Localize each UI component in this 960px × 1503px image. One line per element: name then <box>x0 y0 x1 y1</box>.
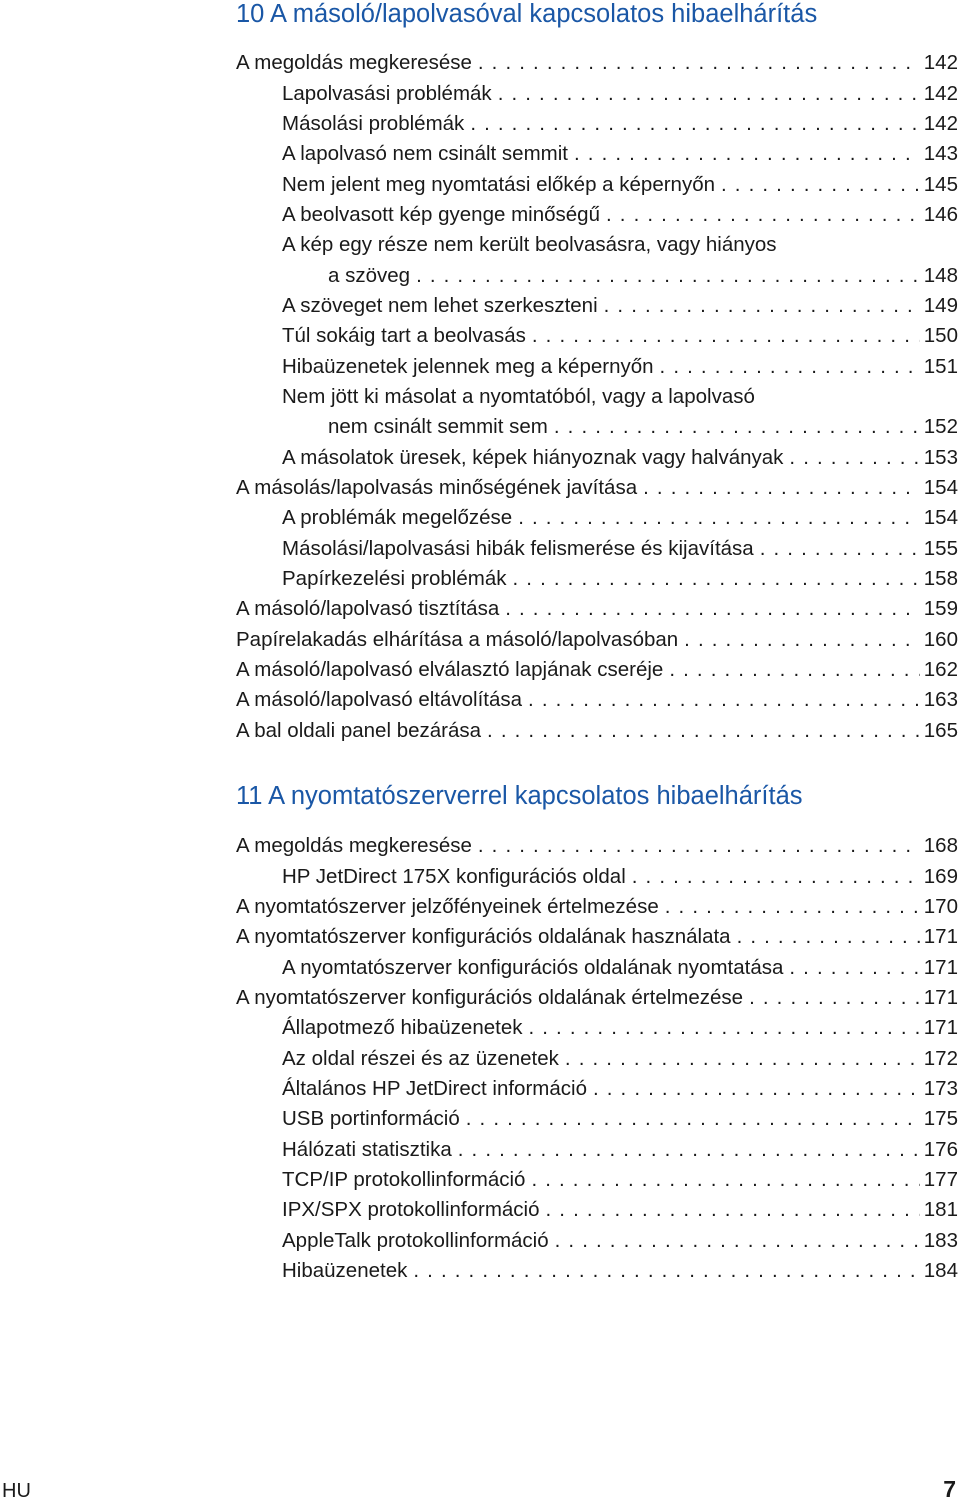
footer-page-number: 7 <box>943 1476 956 1502</box>
toc-entry[interactable] <box>236 922 958 952</box>
toc-entry-label: A másoló/lapolvasó tisztítása <box>236 597 500 621</box>
toc-entry[interactable] <box>236 1195 958 1225</box>
toc-entry-label: A megoldás megkeresése <box>236 834 472 858</box>
toc-entry-continuation[interactable] <box>236 260 958 290</box>
toc-entry-label: A másoló/lapolvasó elválasztó lapjának cseréje <box>236 658 664 682</box>
toc-entry-label: Papírelakadás elhárítása a másoló/lapolvasóban <box>236 627 679 651</box>
toc-page-number: 165 <box>923 718 958 742</box>
toc-page-number: 145 <box>923 172 958 196</box>
dot-leader <box>737 925 920 949</box>
dot-leader <box>721 173 920 197</box>
dot-leader <box>555 1229 920 1253</box>
toc-entry[interactable] <box>236 1134 958 1164</box>
toc-entry[interactable] <box>236 200 958 230</box>
dot-leader <box>470 112 919 136</box>
toc-entry[interactable] <box>236 1104 958 1134</box>
toc-entry-continuation[interactable] <box>236 412 958 442</box>
toc-entry[interactable] <box>236 831 958 861</box>
toc-entry[interactable] <box>236 534 958 564</box>
toc-page-number: 162 <box>923 658 958 682</box>
toc-page-number: 163 <box>923 688 958 712</box>
toc-entry[interactable] <box>236 1074 958 1104</box>
toc-page-number: 168 <box>923 834 958 858</box>
toc-entry-label: nem csinált semmit sem <box>328 415 548 439</box>
toc-entry-label: IPX/SPX protokollinformáció <box>282 1198 540 1222</box>
toc-entry-label: A nyomtatószerver konfigurációs oldalának használata <box>236 925 731 949</box>
toc-entry[interactable] <box>236 1256 958 1286</box>
toc-entry-label: A nyomtatószerver konfigurációs oldalának nyomtatása <box>282 955 784 979</box>
toc-page-number: 142 <box>923 51 958 75</box>
toc-entry-label: a szöveg <box>328 263 411 287</box>
toc-entry[interactable] <box>236 655 958 685</box>
toc-entry-label: Hibaüzenetek jelennek meg a képernyőn <box>282 354 654 378</box>
toc-entry[interactable] <box>236 48 958 78</box>
toc-page-number: 160 <box>923 627 958 651</box>
toc-entry[interactable] <box>236 291 958 321</box>
toc-page-number: 176 <box>923 1137 958 1161</box>
dot-leader <box>416 264 920 288</box>
dot-leader <box>528 1016 919 1040</box>
toc-entry[interactable] <box>236 169 958 199</box>
toc-entry[interactable] <box>236 564 958 594</box>
toc-page-number: 159 <box>923 597 958 621</box>
dot-leader <box>487 719 920 743</box>
dot-leader <box>604 294 920 318</box>
dot-leader <box>684 628 920 652</box>
toc-page-number: 151 <box>923 354 958 378</box>
dot-leader <box>546 1198 920 1222</box>
toc-page-number: 177 <box>923 1167 958 1191</box>
dot-leader <box>593 1077 920 1101</box>
toc-entry[interactable] <box>236 230 958 260</box>
toc-page-number: 149 <box>923 293 958 317</box>
toc-entry-label: Nem jelent meg nyomtatási előkép a képernyőn <box>282 172 716 196</box>
toc-entry[interactable] <box>236 1165 958 1195</box>
toc-entry[interactable] <box>236 473 958 503</box>
toc-entry-label: Általános HP JetDirect információ <box>282 1076 587 1100</box>
dot-leader <box>760 537 920 561</box>
toc-entry-label: HP JetDirect 175X konfigurációs oldal <box>282 864 626 888</box>
toc-entry[interactable] <box>236 321 958 351</box>
dot-leader <box>458 1138 920 1162</box>
toc-entry[interactable] <box>236 1043 958 1073</box>
dot-leader <box>531 1168 919 1192</box>
toc-entry[interactable] <box>236 382 958 412</box>
toc-entry[interactable] <box>236 442 958 472</box>
toc-entry-label: Hibaüzenetek <box>282 1258 408 1282</box>
toc-entry-label: A nyomtatószerver konfigurációs oldalának értelmezése <box>236 985 744 1009</box>
chapter-title: 10 A másoló/lapolvasóval kapcsolatos hibaelhárítás <box>236 0 818 28</box>
toc-entry-label: TCP/IP protokollinformáció <box>282 1167 526 1191</box>
toc-entry[interactable] <box>236 861 958 891</box>
toc-entry-label: Papírkezelési problémák <box>282 567 507 591</box>
chapter-title: 11 A nyomtatószerverrel kapcsolatos hibaelhárítás <box>236 782 803 810</box>
toc-entry[interactable] <box>236 1013 958 1043</box>
toc-entry-label: USB portinformáció <box>282 1107 460 1131</box>
toc-entry-label: A kép egy része nem került beolvasásra, vagy hiányos <box>282 233 777 257</box>
toc-entry-label: Az oldal részei és az üzenetek <box>282 1046 559 1070</box>
toc-page-number: 154 <box>923 475 958 499</box>
toc-page-number: 142 <box>923 111 958 135</box>
toc-entry-label: Másolási problémák <box>282 111 465 135</box>
toc-page-number: 150 <box>923 324 958 348</box>
toc-entry-label: A problémák megelőzése <box>282 506 513 530</box>
toc-entry-label: A nyomtatószerver jelzőfényeinek értelmezése <box>236 894 659 918</box>
toc-page-number: 153 <box>923 445 958 469</box>
toc-page-number: 143 <box>923 142 958 166</box>
toc-entry-label: A bal oldali panel bezárása <box>236 718 482 742</box>
dot-leader <box>574 142 920 166</box>
toc-entry[interactable] <box>236 685 958 715</box>
toc-entry-label: A megoldás megkeresése <box>236 51 472 75</box>
toc-page-number: 171 <box>923 985 958 1009</box>
toc-entry-label: A beolvasott kép gyenge minőségű <box>282 202 600 226</box>
dot-leader <box>789 446 919 470</box>
toc-entry-label: Hálózati statisztika <box>282 1137 452 1161</box>
toc-entry-label: Állapotmező hibaüzenetek <box>282 1016 523 1040</box>
dot-leader <box>565 1047 920 1071</box>
toc-page-number: 169 <box>923 864 958 888</box>
toc-entry-label: Nem jött ki másolat a nyomtatóból, vagy a lapolvasó <box>282 384 755 408</box>
dot-leader <box>528 688 920 712</box>
toc-entry-label: Másolási/lapolvasási hibák felismerése és kijavítása <box>282 536 754 560</box>
toc-page-number: 152 <box>923 415 958 439</box>
dot-leader <box>606 203 920 227</box>
toc-entry-label: A másoló/lapolvasó eltávolítása <box>236 688 523 712</box>
toc-entry-label: A szöveget nem lehet szerkeszteni <box>282 293 598 317</box>
dot-leader <box>478 51 920 75</box>
toc-page-number: 148 <box>923 263 958 287</box>
toc-page-number: 171 <box>923 955 958 979</box>
toc-page-number: 154 <box>923 506 958 530</box>
dot-leader <box>498 82 920 106</box>
toc-page-number: 171 <box>923 1016 958 1040</box>
dot-leader <box>466 1107 920 1131</box>
toc-entry[interactable] <box>236 983 958 1013</box>
toc-page-number: 175 <box>923 1107 958 1131</box>
dot-leader <box>632 865 920 889</box>
toc-entry[interactable] <box>236 716 958 746</box>
dot-leader <box>532 324 920 348</box>
dot-leader <box>660 355 920 379</box>
toc-page-number: 142 <box>923 81 958 105</box>
dot-leader <box>789 956 919 980</box>
toc-entry-label: A lapolvasó nem csinált semmit <box>282 142 568 166</box>
toc-entry[interactable] <box>236 503 958 533</box>
dot-leader <box>512 567 919 591</box>
dot-leader <box>749 986 920 1010</box>
toc-entry[interactable] <box>236 952 958 982</box>
toc-page-number: 171 <box>923 925 958 949</box>
toc-entry[interactable] <box>236 1225 958 1255</box>
dot-leader <box>669 658 919 682</box>
dot-leader <box>478 834 920 858</box>
toc-page-number: 155 <box>923 536 958 560</box>
toc-entry-label: Lapolvasási problémák <box>282 81 492 105</box>
toc-list <box>236 831 958 1286</box>
dot-leader <box>665 895 920 919</box>
toc-entry[interactable] <box>236 892 958 922</box>
toc-entry-label: AppleTalk protokollinformáció <box>282 1228 549 1252</box>
toc-entry-label: A másolás/lapolvasás minőségének javítása <box>236 475 638 499</box>
toc-page-number: 173 <box>923 1076 958 1100</box>
toc-entry-label: A másolatok üresek, képek hiányoznak vagy halványak <box>282 445 784 469</box>
dot-leader <box>413 1259 919 1283</box>
toc-page-number: 158 <box>923 567 958 591</box>
toc-page-number: 170 <box>923 894 958 918</box>
footer-language: HU <box>2 1480 31 1502</box>
dot-leader <box>554 415 920 439</box>
toc-entry[interactable] <box>236 594 958 624</box>
toc-page-number: 184 <box>923 1258 958 1282</box>
toc-entry[interactable] <box>236 78 958 108</box>
toc-page-number: 172 <box>923 1046 958 1070</box>
toc-entry[interactable] <box>236 109 958 139</box>
toc-page-number: 183 <box>923 1228 958 1252</box>
toc-page-number: 181 <box>923 1198 958 1222</box>
toc-entry[interactable] <box>236 625 958 655</box>
dot-leader <box>505 597 920 621</box>
toc-entry[interactable] <box>236 351 958 381</box>
dot-leader <box>518 506 920 530</box>
toc-list <box>236 48 958 746</box>
toc-entry[interactable] <box>236 139 958 169</box>
toc-entry-label: Túl sokáig tart a beolvasás <box>282 324 526 348</box>
dot-leader <box>643 476 920 500</box>
toc-page-number: 146 <box>923 202 958 226</box>
